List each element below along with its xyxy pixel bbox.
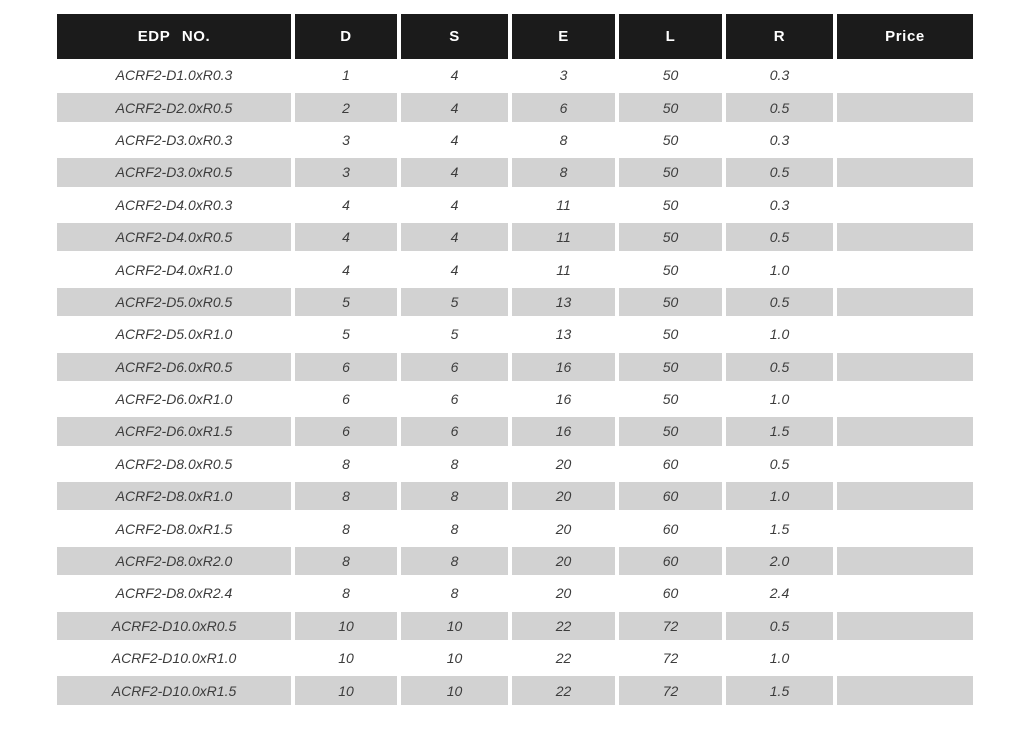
cell-s: 8 (450, 520, 459, 537)
table-header-row (57, 14, 973, 59)
cell-d: 5 (291, 286, 397, 318)
cell-price (833, 124, 973, 156)
cell-e: 11 (508, 221, 615, 253)
table-row (57, 512, 973, 544)
cell-edp: ACRF2-D5.0xR1.0 (115, 326, 233, 343)
cell-r: 0.5 (722, 610, 833, 642)
cell-d: 10 (291, 674, 397, 706)
table-row (57, 318, 973, 350)
cell-s: 6 (450, 391, 459, 408)
table-row (57, 577, 973, 609)
cell-d: 8 (342, 520, 350, 537)
cell-s: 8 (450, 585, 459, 602)
table-row (57, 156, 973, 188)
cell-s: 4 (450, 261, 459, 278)
cell-price (833, 480, 973, 512)
cell-l: 72 (615, 610, 722, 642)
cell-s: 4 (397, 156, 508, 188)
table-row (57, 383, 973, 415)
cell-e: 8 (508, 156, 615, 188)
cell-s: 8 (397, 480, 508, 512)
cell-l: 72 (615, 674, 722, 706)
cell-e: 22 (508, 610, 615, 642)
cell-edp: ACRF2-D8.0xR2.4 (115, 585, 233, 602)
cell-l: 50 (662, 261, 679, 278)
cell-s: 4 (450, 196, 459, 213)
cell-price (833, 59, 973, 91)
table-row (57, 448, 973, 480)
table-row (57, 91, 973, 123)
column-header-r: R (722, 14, 833, 59)
cell-s: 8 (450, 455, 459, 472)
cell-e: 6 (508, 91, 615, 123)
column-header-d: D (291, 14, 397, 59)
cell-price (833, 189, 973, 221)
cell-edp: ACRF2-D1.0xR0.3 (115, 67, 233, 84)
cell-l: 50 (615, 156, 722, 188)
table-row (57, 415, 973, 447)
cell-d: 4 (291, 221, 397, 253)
cell-r: 0.5 (722, 351, 833, 383)
cell-price (833, 156, 973, 188)
cell-e: 22 (555, 650, 572, 667)
cell-r: 1.5 (722, 415, 833, 447)
cell-edp: ACRF2-D8.0xR1.5 (115, 520, 233, 537)
cell-price (833, 545, 973, 577)
column-header-s: S (397, 14, 508, 59)
table-row (57, 674, 973, 706)
cell-price (833, 383, 973, 415)
cell-d: 10 (338, 650, 354, 667)
table-body (57, 59, 973, 707)
cell-e: 20 (555, 520, 572, 537)
cell-edp: ACRF2-D8.0xR2.0 (57, 545, 291, 577)
cell-e: 20 (508, 480, 615, 512)
cell-d: 3 (342, 131, 350, 148)
cell-l: 60 (615, 480, 722, 512)
cell-edp: ACRF2-D10.0xR0.5 (57, 610, 291, 642)
column-header-edp-no: EDP NO. (57, 14, 291, 59)
cell-s: 5 (397, 286, 508, 318)
product-spec-table (57, 14, 973, 707)
cell-l: 60 (662, 585, 679, 602)
cell-r: 2.4 (769, 585, 790, 602)
cell-edp: ACRF2-D4.0xR1.0 (115, 261, 233, 278)
cell-d: 8 (291, 545, 397, 577)
cell-edp: ACRF2-D6.0xR1.5 (57, 415, 291, 447)
cell-s: 4 (397, 91, 508, 123)
cell-e: 22 (508, 674, 615, 706)
cell-price (833, 512, 973, 544)
cell-r: 0.5 (722, 221, 833, 253)
cell-r: 1.0 (769, 261, 790, 278)
cell-edp: ACRF2-D10.0xR1.0 (111, 650, 237, 667)
cell-e: 16 (508, 415, 615, 447)
cell-l: 72 (662, 650, 679, 667)
cell-l: 60 (615, 545, 722, 577)
cell-s: 10 (446, 650, 463, 667)
cell-d: 1 (342, 67, 350, 84)
cell-edp: ACRF2-D8.0xR1.0 (57, 480, 291, 512)
cell-l: 50 (615, 286, 722, 318)
cell-e: 13 (508, 286, 615, 318)
cell-edp: ACRF2-D4.0xR0.5 (57, 221, 291, 253)
cell-edp: ACRF2-D6.0xR1.0 (115, 391, 233, 408)
cell-r: 1.5 (769, 520, 790, 537)
cell-e: 16 (555, 391, 572, 408)
cell-e: 8 (559, 131, 568, 148)
cell-edp: ACRF2-D10.0xR1.5 (57, 674, 291, 706)
table-row (57, 351, 973, 383)
cell-price (833, 415, 973, 447)
cell-d: 8 (291, 480, 397, 512)
cell-price (833, 253, 973, 285)
cell-r: 0.3 (769, 67, 790, 84)
table-row (57, 124, 973, 156)
cell-edp: ACRF2-D3.0xR0.3 (115, 131, 233, 148)
cell-price (833, 91, 973, 123)
cell-r: 0.5 (722, 286, 833, 318)
cell-s: 8 (397, 545, 508, 577)
cell-s: 6 (397, 351, 508, 383)
cell-price (833, 286, 973, 318)
cell-r: 0.3 (769, 196, 790, 213)
table-row (57, 221, 973, 253)
cell-r: 1.5 (722, 674, 833, 706)
cell-s: 4 (397, 221, 508, 253)
cell-r: 0.3 (769, 131, 790, 148)
cell-d: 10 (291, 610, 397, 642)
cell-s: 4 (450, 67, 459, 84)
table-row (57, 253, 973, 285)
cell-r: 0.5 (769, 455, 790, 472)
cell-d: 6 (291, 351, 397, 383)
cell-edp: ACRF2-D6.0xR0.5 (57, 351, 291, 383)
cell-e: 16 (508, 351, 615, 383)
cell-d: 8 (342, 455, 350, 472)
cell-price (833, 674, 973, 706)
table-row (57, 286, 973, 318)
cell-e: 20 (555, 455, 572, 472)
cell-d: 8 (342, 585, 350, 602)
cell-price (833, 318, 973, 350)
cell-price (833, 351, 973, 383)
cell-s: 10 (397, 610, 508, 642)
cell-edp: ACRF2-D8.0xR0.5 (115, 455, 233, 472)
cell-r: 1.0 (769, 650, 790, 667)
table-row (57, 545, 973, 577)
table-row (57, 189, 973, 221)
cell-d: 4 (342, 196, 350, 213)
cell-d: 6 (342, 391, 350, 408)
table-row (57, 642, 973, 674)
cell-l: 50 (662, 196, 679, 213)
cell-edp: ACRF2-D2.0xR0.5 (57, 91, 291, 123)
cell-d: 6 (291, 415, 397, 447)
cell-l: 50 (615, 351, 722, 383)
cell-l: 50 (615, 415, 722, 447)
cell-s: 6 (397, 415, 508, 447)
cell-e: 20 (555, 585, 572, 602)
table-row (57, 610, 973, 642)
cell-price (833, 577, 973, 609)
cell-r: 1.0 (769, 326, 790, 343)
cell-d: 4 (342, 261, 350, 278)
cell-price (833, 221, 973, 253)
cell-l: 50 (615, 91, 722, 123)
column-header-e: E (508, 14, 615, 59)
cell-e: 13 (555, 326, 572, 343)
cell-price (833, 448, 973, 480)
cell-d: 3 (291, 156, 397, 188)
column-header-price: Price (833, 14, 973, 59)
cell-d: 2 (291, 91, 397, 123)
table-row (57, 480, 973, 512)
cell-l: 50 (662, 67, 679, 84)
column-header-l: L (615, 14, 722, 59)
cell-edp: ACRF2-D4.0xR0.3 (115, 196, 233, 213)
cell-e: 3 (559, 67, 568, 84)
cell-price (833, 642, 973, 674)
cell-l: 60 (662, 455, 679, 472)
cell-r: 1.0 (769, 391, 790, 408)
cell-e: 11 (556, 196, 571, 213)
cell-price (833, 610, 973, 642)
cell-l: 50 (662, 326, 679, 343)
cell-l: 50 (615, 221, 722, 253)
table-row (57, 59, 973, 91)
cell-s: 10 (397, 674, 508, 706)
cell-l: 50 (662, 131, 679, 148)
cell-d: 5 (342, 326, 350, 343)
cell-e: 20 (508, 545, 615, 577)
cell-e: 11 (556, 261, 571, 278)
cell-r: 0.5 (722, 91, 833, 123)
cell-edp: ACRF2-D3.0xR0.5 (57, 156, 291, 188)
cell-l: 50 (662, 391, 679, 408)
cell-l: 60 (662, 520, 679, 537)
cell-s: 4 (450, 131, 459, 148)
cell-r: 1.0 (722, 480, 833, 512)
cell-s: 5 (450, 326, 459, 343)
cell-r: 0.5 (722, 156, 833, 188)
cell-r: 2.0 (722, 545, 833, 577)
cell-edp: ACRF2-D5.0xR0.5 (57, 286, 291, 318)
